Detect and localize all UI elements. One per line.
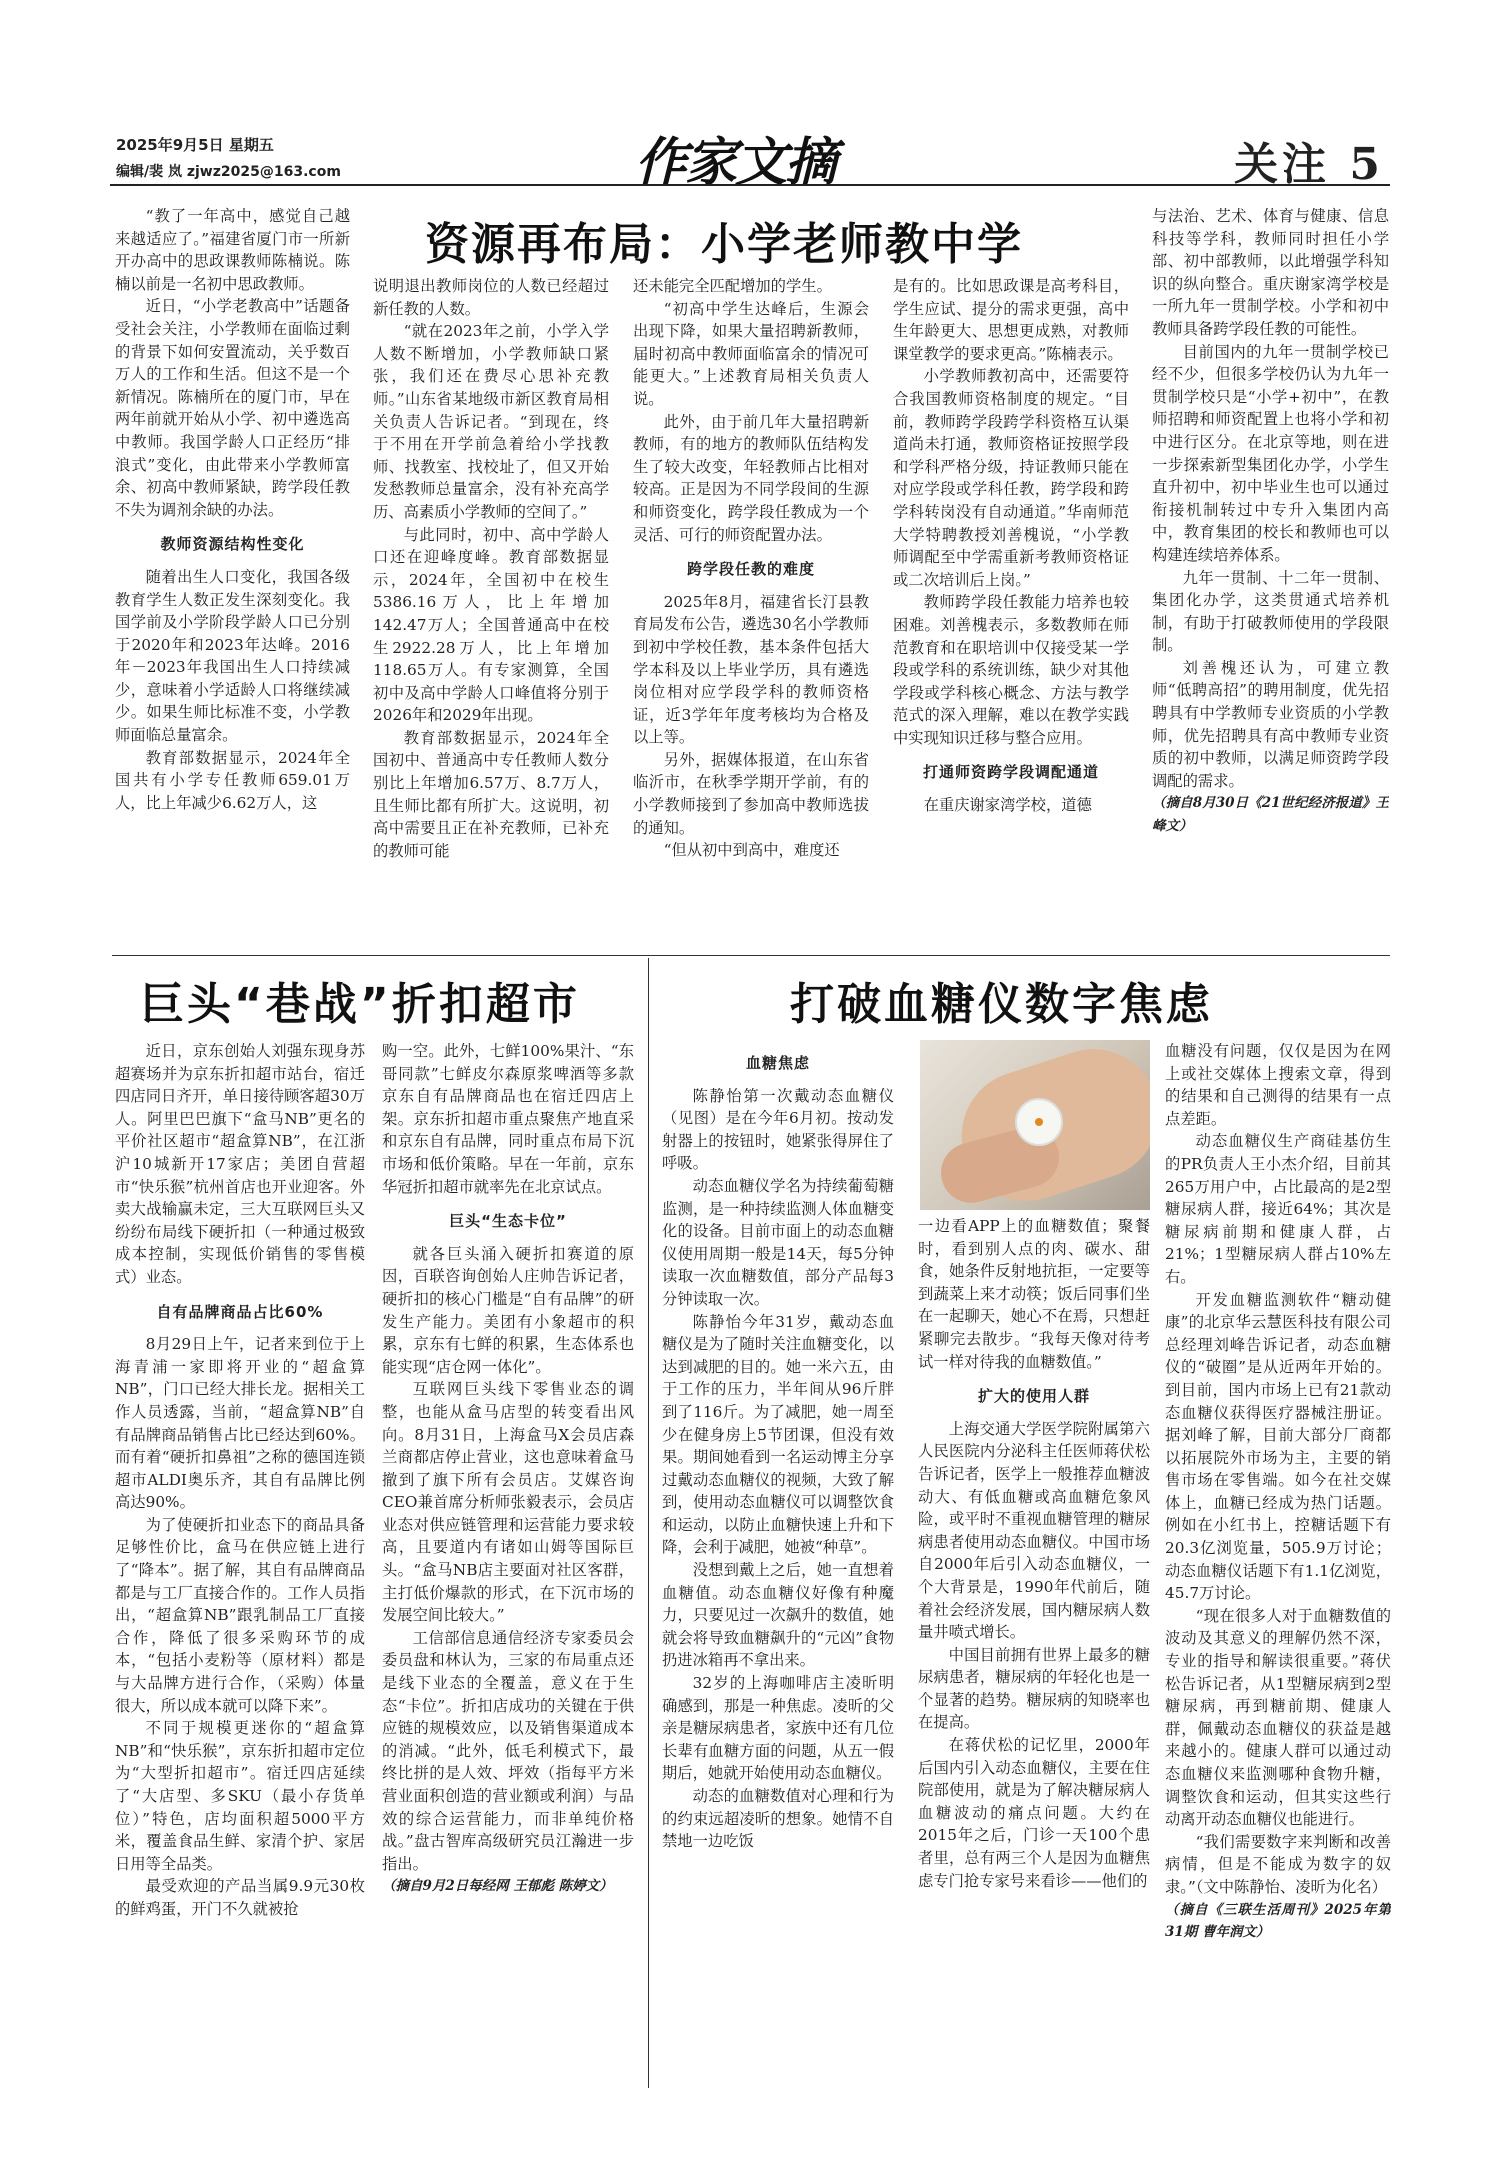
article1-col5 xyxy=(1152,205,1389,940)
article1-subhead: 打通师资跨学段调配通道 xyxy=(922,763,1099,782)
article1-col1 xyxy=(115,205,350,940)
article2-col1 xyxy=(115,1040,365,2080)
article2-para: 不同于规模更迷你的“超盒算NB”和“快乐猴”，京东折扣超市定位为“大型折扣超市”。宿迁四店延续了“大店型、多SKU（最小存货单位）”特色，店均面积超5000平方米，覆盖食品生鲜、家清个护、家居日用等全品类。 xyxy=(115,1719,365,1873)
article2-headline: 巨头“巷战”折扣超市 xyxy=(140,979,580,1030)
masthead xyxy=(110,118,1390,200)
article2-subhead: 自有品牌商品占比60% xyxy=(156,1302,324,1321)
article1-headline: 资源再布局：小学老师教中学 xyxy=(425,219,1023,270)
article1-para: 另外，据媒体报道，在山东省临沂市，在秋季学期开学前，有的小学教师接到了参加高中教师选拔的通知。 xyxy=(633,750,869,837)
article1-para: 2025年8月，福建省长汀县教育局发布公告，遴选30名小学教师到初中学校任教，基本条件包括大学本科及以上毕业学历，具有遴选岗位相对应学段学科的教师资格证，近3学年年度考核均为合格及以上等。 xyxy=(633,592,869,747)
article3-para: 动态血糖仪学名为持续葡萄糖监测，是一种持续监测人体血糖变化的设备。目前市面上的动态血糖仪使用周期一般是14天，每5分钟读取一次血糖数值，部分产品每3分钟读取一次。 xyxy=(662,1176,894,1308)
article3-para: 开发血糖监测软件“糖动健康”的北京华云慧医科技有限公司总经理刘峰告诉记者，动态血糖仪的“破圈”是从近两年开始的。到目前，国内市场上已有21款动态血糖仪获得医疗器械注册证。据刘峰了解，目前大部分厂商都以拓展院外市场为主，主要的销售市场在零售端。如今在社交媒体上，血糖已经成为热门话题。例如在小红书上，控糖话题下有20.3亿浏览量，505.9万讨论；动态血糖仪话题下有1.1亿浏览，45.7万讨论。 xyxy=(1165,1290,1391,1603)
article3-headline: 打破血糖仪数字焦虑 xyxy=(790,979,1213,1030)
article1-para: “初高中学生达峰后，生源会出现下降，如果大量招聘新教师，届时初高中教师面临富余的情况可能更大。”上述教育局相关负责人说。 xyxy=(633,299,869,408)
section-label: 关注 5 xyxy=(1234,139,1384,190)
article3-col3 xyxy=(1165,1040,1391,2080)
article1-para: 说明退出教师岗位的人数已经超过新任教的人数。 xyxy=(373,277,609,318)
article3-para: 动态血糖仪生产商硅基仿生的PR负责人王小杰介绍，目前其265万用户中，占比最高的是2型糖尿病人群，接近64%；其次是糖尿病前期和健康人群，占21%；1型糖尿病人群占10%左右。 xyxy=(1165,1132,1391,1286)
article2-col2 xyxy=(382,1040,634,2080)
article2-para: 就各巨头涌入硬折扣赛道的原因，百联咨询创始人庄帅告诉记者，硬折扣的核心门槛是“自有品牌”的研发生产能力。美团有小象超市的积累，京东有七鲜的积累，生态体系也能实现“店仓网一体化”。 xyxy=(382,1244,634,1376)
article1-para: “教了一年高中，感觉自己越来越适应了。”福建省厦门市一所新开办高中的思政课教师陈楠说。陈楠以前是一名初中思政教师。 xyxy=(115,207,350,293)
article3-para: “现在很多人对于血糖数值的波动及其意义的理解仍然不深，专业的指导和解读很重要。”蒋伏松告诉记者，从1型糖尿病到2型糖尿病，再到糖前期、健康人群，佩戴动态血糖仪的获益是越来越小的。健康人群可以通过动态血糖仪来监测哪种食物升糖，调整饮食和运动，但其实这些行动离开动态血糖仪也能进行。 xyxy=(1165,1606,1391,1829)
article3-para: 陈静怡今年31岁，戴动态血糖仪是为了随时关注血糖变化，以达到减肥的目的。她一米六五，由于工作的压力，半年间从96斤胖到了116斤。为了减肥，她一周至少在健身房上5节团课，但没有效果。期间她看到一名运动博主分享过戴动态血糖仪的视频，大致了解到，使用动态血糖仪可以调整饮食和运动，以防止血糖快速上升和下降，会利于减肥，她被“种草”。 xyxy=(662,1312,894,1557)
article1-para: 刘善槐还认为，可建立教师“低聘高招”的聘用制度，优先招聘具有中学教师专业资质的小学教师，优先招聘具有高中教师专业资质的初中教师，以满足师资跨学段调配的需求。 xyxy=(1152,658,1389,790)
article3-col2 xyxy=(918,1215,1150,2080)
article3-subhead: 扩大的使用人群 xyxy=(977,1387,1090,1406)
article1-para: 在重庆谢家湾学校，道德 xyxy=(923,796,1092,815)
article3-para: 上海交通大学医学院附属第六人民医院内分泌科主任医师蒋伏松告诉记者，医学上一般推荐血糖波动大、有低血糖或高血糖危象风险，或平时不重视血糖管理的糖尿病患者使用动态血糖仪。中国市场自2000年后引入动态血糖仪，一个大背景是，1990年代前后，随着社会经济发展，国内糖尿病人数量井喷式增长。 xyxy=(918,1419,1150,1642)
article2-para: 最受欢迎的产品当属9.9元30枚的鲜鸡蛋，开门不久就被抢 xyxy=(115,1877,365,1918)
article1-para: 教育部数据显示，2024年全国初中、普通高中专任教师人数分别比上年增加6.57万、8.7万人，且生师比都有所扩大。这说明，初高中需要且正在补充教师，已补充的教师可能 xyxy=(373,728,609,860)
article1-para: 随着出生人口变化，我国各级教育学生人数正发生深刻变化。我国学前及小学阶段学龄人口已分别于2020年和2023年达峰。2016年－2023年我国出生人口持续减少，意味着小学适龄人口将继续减少。如果生师比标准不变，小学教师面临总量富余。 xyxy=(115,567,350,745)
article1-subhead: 教师资源结构性变化 xyxy=(160,535,305,554)
article2-para: 购一空。此外，七鲜100%果汁、“东哥同款”七鲜皮尔森原浆啤酒等多款京东自有品牌商品也在宿迁四店上架。京东折扣超市重点聚焦产地直采和京东自有品牌，同时重点布局下沉市场和低价策略。早在一年前，京东华冠折扣超市就率先在北京试点。 xyxy=(382,1042,634,1196)
article3-subhead: 血糖焦虑 xyxy=(745,1054,810,1072)
article3-para: 动态的血糖数值对心理和行为的约束远超凌昕的想象。她情不自禁地一边吃饭 xyxy=(662,1787,894,1851)
article1-para: “但从初中到高中，难度还 xyxy=(663,841,840,860)
article2-para: 近日，京东创始人刘强东现身苏超赛场并为京东折扣超市站台，宿迁四店同日齐开，单日接待顾客超30万人。阿里巴巴旗下“盒马NB”更名的平价社区超市“超盒算NB”，在江浙沪10城新开17家店；美团自营超市“快乐猴”杭州首店也开业迎客。外卖大战输赢未定，三大互联网巨头又纷纷布局线下硬折扣（一种通过极致成本控制，实现低价销售的零售模式）业态。 xyxy=(115,1042,365,1286)
article2-para: 互联网巨头线下零售业态的调整，也能从盒马店型的转变看出风向。8月31日，上海盒马X会员店森兰商都店停止营业，这也意味着盒马撤到了旗下所有会员店。艾媒咨询CEO兼首席分析师张毅表示，会员店业态对供应链管理和运营能力要求较高，且要道内有诸如山姆等国际巨头。“盒马NB店主要面对社区客群，主打低价爆款的形式，在下沉市场的发展空间比较大。” xyxy=(382,1380,634,1625)
article3-para: “我们需要数字来判断和改善病情，但是不能成为数字的奴隶。”（文中陈静怡、凌昕为化名） xyxy=(1165,1832,1391,1896)
sensor-light-icon xyxy=(1035,1118,1043,1126)
article1-para: 与法治、艺术、体育与健康、信息科技等学科，教师同时担任小学部、初中部教师，以此增强学科知识的纵向整合。重庆谢家湾学校是一所九年一贯制学校。小学和初中教师具备跨学段任教的可能性。 xyxy=(1152,207,1389,338)
article3-para: 中国目前拥有世界上最多的糖尿病患者，糖尿病的年轻化也是一个显著的趋势。糖尿病的知晓率也在提高。 xyxy=(918,1645,1150,1732)
article1-para: 近日，“小学老教高中”话题备受社会关注，小学教师在面临过剩的背景下如何安置流动，关乎数百万人的工作和生活。但这不是一个新情况。陈楠所在的厦门市，早在两年前就开始从小学、初中遴选高中教师。我国学龄人口正经历“排浪式”变化，由此带来小学教师富余、初高中教师紧缺，跨学段任教不失为调剂余缺的办法。 xyxy=(115,297,350,519)
newspaper-logo: 作家文摘 xyxy=(635,132,836,193)
section-divider-horizontal xyxy=(112,955,1390,956)
article1-para: 九年一贯制、十二年一贯制、集团化办学，这类贯通式培养机制，有助于打破教师使用的学段限制。 xyxy=(1152,568,1389,655)
article1-para: 还未能完全匹配增加的学生。 xyxy=(633,277,832,295)
article3-para: 32岁的上海咖啡店主凌昕明确感到，那是一种焦虑。凌昕的父亲是糖尿病患者，家族中还有几位长辈有血糖方面的问题，从五一假期后，她就开始使用动态血糖仪。 xyxy=(662,1674,894,1783)
editor-line: 编辑/裴 岚 zjwz2025@163.com xyxy=(116,164,341,180)
article1-subhead: 跨学段任教的难度 xyxy=(686,560,815,579)
article1-para: 目前国内的九年一贯制学校已经不少，但很多学校仍认为九年一贯制学校只是“小学+初中”，在教师招聘和师资配置上也将小学和初中进行区分。在北京等地，则在进一步探索新型集团化办学，小学生直升初中，初中毕业生也可以通过衔接机制转过中专升入集团内高中，教育集团的校长和教师也可以构建连续培养体系。 xyxy=(1152,342,1389,564)
article3-para: 没想到戴上之后，她一直想着血糖值。动态血糖仪好像有种魔力，只要见过一次飙升的数值，她就会将导致血糖飙升的“元凶”食物扔进冰箱再不拿出来。 xyxy=(662,1561,894,1670)
article2-subhead: 巨头“生态卡位” xyxy=(449,1212,567,1231)
article3-col1 xyxy=(662,1040,894,2080)
article3-para: 在蒋伏松的记忆里，2000年后国内引入动态血糖仪，主要在住院部使用，就是为了解决糖尿病人血糖波动的痛点问题。大约在2015年之后，门诊一天100个患者里，总有两三个人是因为血糖焦虑专门抢专家号来看诊——他们的 xyxy=(918,1736,1150,1890)
article1-para: 教育部数据显示，2024年全国共有小学专任教师659.01万人，比上年减少6.62万人，这 xyxy=(115,748,350,812)
article2-para: 为了使硬折扣业态下的商品具备足够性价比，盒马在供应链上进行了“降本”。据了解，其自有品牌商品都是与工厂直接合作的。工作人员指出，“超盒算NB”跟乳制品工厂直接合作，降低了很多采购环节的成本，“包括小麦粉等（原材料）都是与大品牌方进行合作，（采购）体量很大，所以成本就可以降下来”。 xyxy=(115,1515,365,1715)
article2-para: 8月29日上午，记者来到位于上海青浦一家即将开业的“超盒算NB”，门口已经大排长龙。据相关工作人员透露，当前，“超盒算NB”自有品牌商品销售占比已经达到60%。而有着“硬折扣鼻祖”之称的德国连锁超市ALDI奥乐齐，其自有品牌比例高达90%。 xyxy=(115,1335,365,1512)
masthead-rule xyxy=(110,184,1390,186)
article1-para: 与此同时，初中、高中学龄人口还在迎峰度峰。教育部数据显示，2024年，全国初中在校生5386.16万人，比上年增加142.47万人；全国普通高中在校生2922.28万人，比上年增加118.65万人。有专家测算，全国初中及高中学龄人口峰值将分别于2026年和2029年出现。 xyxy=(373,525,609,725)
section-divider-vertical xyxy=(648,958,649,2088)
article2-source: （摘自9月2日每经网 王郁彪 陈婷文） xyxy=(382,1878,613,1895)
article1-para: “就在2023年之前，小学入学人数不断增加，小学教师缺口紧张，我们还在费尽心思补充教师。”山东省某地级市新区教育局相关负责人告诉记者。“到现在，终于不用在开学前急着给小学找教师、找教室、找校址了，但又开始发愁教师总量富余，没有补充高学历、高素质小学教师的空间了。” xyxy=(373,322,609,521)
article1-para: 教师跨学段任教能力培养也较困难。刘善槐表示，多数教师在师范教育和在职培训中仅接受某一学段或学科的系统训练，缺少对其他学段或学科核心概念、方法与教学范式的深入理解，难以在教学实践中实现知识迁移与整合应用。 xyxy=(893,593,1129,747)
article1-source: （摘自8月30日《21世纪经济报道》王峰文） xyxy=(1152,795,1389,835)
issue-date: 2025年9月5日 星期五 xyxy=(116,136,274,154)
article3-source: （摘自《三联生活周刊》2025年第31期 曹年润文） xyxy=(1165,1901,1391,1941)
article2-para: 工信部信息通信经济专家委员会委员盘和林认为，三家的布局重点还是线下业态的全覆盖，意义在于生态“卡位”。折扣店成功的关键在于供应链的规模效应，以及销售渠道成本的消减。“此外，低毛利模式下，最终比拼的是人效、坪效（指每平方米营业面积创造的营业额或利润）与品效的综合运营能力，而非单纯价格战。”盘古智库高级研究员江瀚进一步指出。 xyxy=(382,1628,634,1873)
article1-para: 是有的。比如思政课是高考科目，学生应试、提分的需求更强，高中生年龄更大、思想更成熟，对教师课堂教学的要求更高。”陈楠表示。 xyxy=(893,277,1129,363)
article3-para: 一边看APP上的血糖数值；聚餐时，看到别人点的肉、碳水、甜食，她条件反射地抗拒，一定要等到蔬菜上来才动筷；饭后同事们坐在一起聊天，她心不在焉，只想赶紧聊完去散步。“我每天像对待考试一样对待我的血糖数值。” xyxy=(918,1217,1150,1371)
article1-col2 xyxy=(373,275,609,940)
glucose-monitor-photo xyxy=(920,1040,1150,1210)
article1-para: 小学教师教初高中，还需要符合我国教师资格制度的规定。“目前，教师跨学段跨学科资格互认渠道尚未打通，教师资格证按照学段和学科严格分级，持证教师只能在对应学段或学科任教，跨学段和跨学科转岗没有自动通道。”华南师范大学特聘教授刘善槐说，“小学教师调配至中学需重新考教师资格证或二次培训后上岗。” xyxy=(893,367,1129,589)
article1-col4 xyxy=(893,275,1129,940)
article3-para: 陈静怡第一次戴动态血糖仪（见图）是在今年6月初。按动发射器上的按钮时，她紧张得屏住了呼吸。 xyxy=(662,1086,894,1173)
article3-para: 血糖没有问题，仅仅是因为在网上或社交媒体上搜索文章，得到的结果和自己测得的结果有一点点差距。 xyxy=(1165,1042,1391,1128)
article1-col3 xyxy=(633,275,869,940)
article1-para: 此外，由于前几年大量招聘新教师，有的地方的教师队伍结构发生了较大改变，年轻教师占比相对较高。正是因为不同学段间的生源和师资变化，跨学段任教成为一个灵活、可行的师资配置办法。 xyxy=(633,412,869,544)
